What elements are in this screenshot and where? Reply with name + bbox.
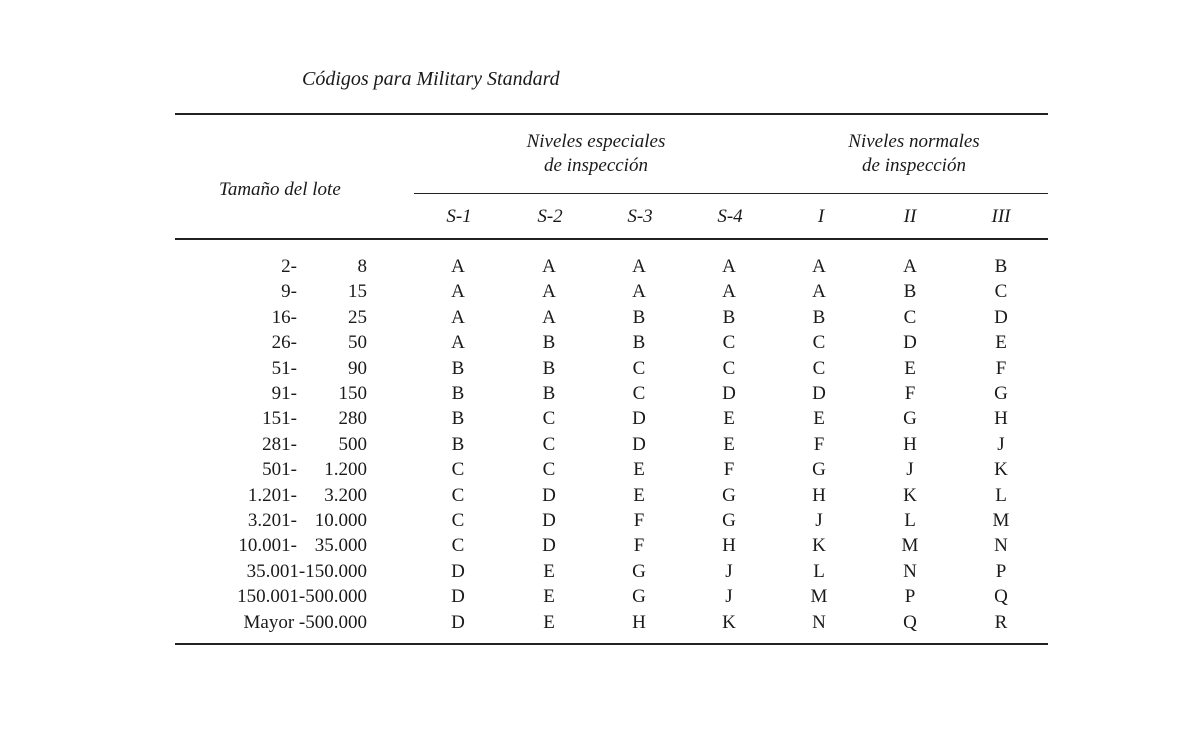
lot-size-to: 500 <box>338 433 367 455</box>
code-cell: B <box>451 383 465 404</box>
lot-size-to: 50 <box>348 332 367 354</box>
lot-size-to: 35.000 <box>314 535 367 557</box>
code-cell: A <box>632 281 646 303</box>
code-cell: K <box>722 611 736 633</box>
code-cell: G <box>632 586 646 608</box>
normal-levels-line1: Niveles normales <box>848 131 980 152</box>
code-cell: C <box>812 332 826 354</box>
column-header-iii: III <box>991 206 1011 227</box>
code-cell: A <box>451 332 465 354</box>
code-cell: A <box>632 256 646 277</box>
code-cell: J <box>725 586 733 608</box>
table-row <box>0 457 1200 482</box>
table-row <box>0 406 1200 431</box>
lot-size-from: Mayor -500.000 <box>243 611 367 633</box>
lot-size-from: 16- <box>271 306 297 328</box>
code-cell: B <box>722 306 736 328</box>
table-row <box>0 305 1200 330</box>
table-row <box>0 254 1200 279</box>
code-cell: B <box>451 357 465 379</box>
normal-levels-header <box>794 130 1034 178</box>
lot-size-from: 91- <box>271 383 297 404</box>
code-cell: E <box>995 332 1007 354</box>
code-cell: C <box>451 535 465 557</box>
code-cell: C <box>903 306 917 328</box>
code-cell: D <box>632 408 646 430</box>
code-cell: F <box>633 510 645 531</box>
lot-size-from: 9- <box>281 281 297 303</box>
code-cell: D <box>994 306 1008 328</box>
code-cell: J <box>725 560 733 582</box>
code-cell: A <box>451 256 465 277</box>
special-levels-line2: de inspección <box>544 155 648 176</box>
code-cell: H <box>994 408 1008 430</box>
code-cell: D <box>722 383 736 404</box>
code-cell: C <box>722 332 736 354</box>
code-cell: A <box>451 306 465 328</box>
code-cell: D <box>812 383 826 404</box>
code-cell: E <box>633 459 645 481</box>
lot-size-to: 90 <box>348 357 367 379</box>
code-cell: H <box>632 611 646 633</box>
code-cell: B <box>632 332 646 354</box>
code-cell: D <box>542 535 556 557</box>
lot-size-to: 15 <box>348 281 367 303</box>
code-cell: B <box>542 383 556 404</box>
code-cell: Q <box>903 611 917 633</box>
code-cell: D <box>632 433 646 455</box>
column-header-s3: S-3 <box>627 206 653 227</box>
code-cell: F <box>813 433 825 455</box>
code-cell: C <box>722 357 736 379</box>
code-cell: C <box>632 357 646 379</box>
code-cell: B <box>812 306 826 328</box>
code-cell: B <box>542 357 556 379</box>
code-cell: F <box>995 357 1007 379</box>
code-cell: G <box>903 408 917 430</box>
code-cell: C <box>451 484 465 506</box>
code-cell: B <box>994 256 1008 277</box>
lot-size-from: 51- <box>271 357 297 379</box>
lot-size-from: 281- <box>262 433 297 455</box>
lot-size-from: 26- <box>271 332 297 354</box>
code-cell: G <box>812 459 826 481</box>
table-row <box>0 584 1200 609</box>
code-cell: L <box>904 510 916 531</box>
code-cell: H <box>812 484 826 506</box>
code-cell: A <box>542 306 556 328</box>
code-cell: D <box>542 484 556 506</box>
lot-size-header: Tamaño del lote <box>219 179 341 200</box>
code-cell: Q <box>994 586 1008 608</box>
code-cell: A <box>812 281 826 303</box>
lot-size-from: 1.201- <box>247 484 297 506</box>
code-cell: D <box>451 611 465 633</box>
normal-levels-line2: de inspección <box>862 155 966 176</box>
lot-size-from: 150.001-500.000 <box>237 586 367 608</box>
code-cell: E <box>543 560 555 582</box>
table-row <box>0 533 1200 558</box>
code-cell: K <box>812 535 826 557</box>
code-cell: A <box>451 281 465 303</box>
table-row <box>0 356 1200 381</box>
lot-size-to: 8 <box>357 256 367 277</box>
code-cell: C <box>632 383 646 404</box>
group-rule <box>414 193 1048 194</box>
code-cell: C <box>451 459 465 481</box>
code-cell: N <box>812 611 826 633</box>
code-cell: E <box>723 433 735 455</box>
code-cell: A <box>542 281 556 303</box>
table-row <box>0 330 1200 355</box>
code-cell: K <box>994 459 1008 481</box>
code-cell: B <box>451 408 465 430</box>
lot-size-to: 3.200 <box>324 484 367 506</box>
code-cell: F <box>723 459 735 481</box>
code-cell: F <box>633 535 645 557</box>
code-cell: A <box>812 256 826 277</box>
code-cell: L <box>995 484 1007 506</box>
code-cell: E <box>723 408 735 430</box>
code-cell: P <box>904 586 916 608</box>
code-cell: E <box>543 611 555 633</box>
lot-size-from: 501- <box>262 459 297 481</box>
code-cell: F <box>904 383 916 404</box>
column-header-ii: II <box>903 206 917 227</box>
lot-size-from: 151- <box>262 408 297 430</box>
code-cell: C <box>542 408 556 430</box>
code-cell: A <box>722 281 736 303</box>
code-cell: E <box>633 484 645 506</box>
table-row <box>0 279 1200 304</box>
code-cell: G <box>722 484 736 506</box>
lot-size-to: 150 <box>338 383 367 404</box>
code-cell: C <box>451 510 465 531</box>
code-cell: C <box>542 433 556 455</box>
bottom-rule <box>175 643 1048 645</box>
table-row <box>0 432 1200 457</box>
code-cell: D <box>451 586 465 608</box>
lot-size-to: 25 <box>348 306 367 328</box>
code-cell: A <box>903 256 917 277</box>
code-cell: C <box>542 459 556 481</box>
code-cell: D <box>903 332 917 354</box>
special-levels-line1: Niveles especiales <box>526 131 666 152</box>
column-header-s2: S-2 <box>537 206 563 227</box>
code-cell: L <box>813 560 825 582</box>
code-cell: B <box>542 332 556 354</box>
code-cell: M <box>810 586 828 608</box>
code-cell: B <box>451 433 465 455</box>
table-row <box>0 508 1200 533</box>
code-cell: K <box>903 484 917 506</box>
code-cell: E <box>543 586 555 608</box>
lot-size-from: 2- <box>281 256 297 277</box>
code-cell: A <box>722 256 736 277</box>
code-cell: G <box>994 383 1008 404</box>
column-header-i: I <box>817 206 825 227</box>
code-cell: P <box>995 560 1007 582</box>
header-rule <box>175 238 1048 240</box>
code-cell: D <box>451 560 465 582</box>
code-cell: J <box>906 459 914 481</box>
code-cell: J <box>997 433 1005 455</box>
table-row <box>0 610 1200 635</box>
code-cell: G <box>722 510 736 531</box>
column-header-s4: S-4 <box>717 206 743 227</box>
lot-size-from: 35.001-150.000 <box>246 560 367 582</box>
code-cell: E <box>904 357 916 379</box>
code-cell: B <box>632 306 646 328</box>
code-cell: H <box>722 535 736 557</box>
special-levels-header <box>476 130 716 178</box>
table-title: Códigos para Military Standard <box>302 68 560 90</box>
code-cell: B <box>903 281 917 303</box>
lot-size-to: 1.200 <box>324 459 367 481</box>
lot-size-to: 10.000 <box>314 510 367 531</box>
code-cell: H <box>903 433 917 455</box>
code-cell: E <box>813 408 825 430</box>
table-row <box>0 381 1200 406</box>
code-cell: D <box>542 510 556 531</box>
code-cell: N <box>903 560 917 582</box>
lot-size-from: 10.001- <box>238 535 297 557</box>
code-cell: M <box>901 535 919 557</box>
lot-size-to: 280 <box>338 408 367 430</box>
table-row <box>0 559 1200 584</box>
code-cell: A <box>542 256 556 277</box>
code-cell: C <box>812 357 826 379</box>
lot-size-from: 3.201- <box>247 510 297 531</box>
code-cell: R <box>994 611 1008 633</box>
column-header-s1: S-1 <box>446 206 472 227</box>
code-cell: N <box>994 535 1008 557</box>
table-row <box>0 483 1200 508</box>
code-cell: C <box>994 281 1008 303</box>
code-cell: G <box>632 560 646 582</box>
code-cell: J <box>815 510 823 531</box>
code-cell: M <box>992 510 1010 531</box>
top-rule <box>175 113 1048 115</box>
